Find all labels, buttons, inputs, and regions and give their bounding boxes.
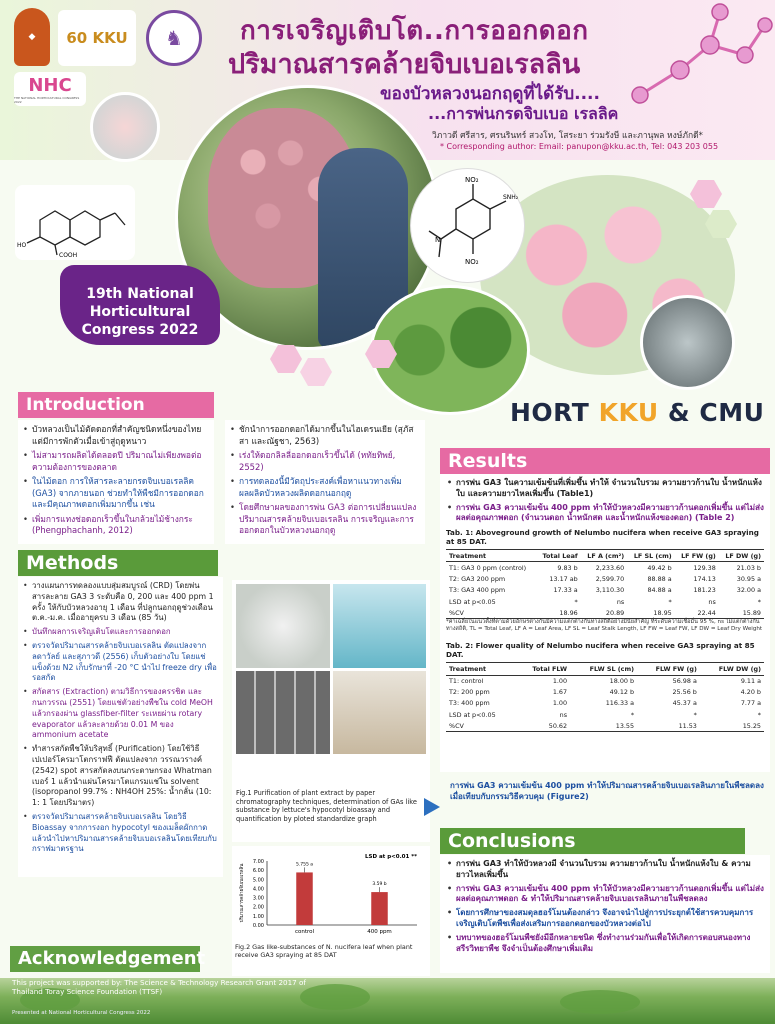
table-2-caption: Tab. 2: Flower quality of Nelumbo nucifera when receive GA3 spraying at 85 DAT.: [446, 641, 755, 660]
methods-item: • บันทึกผลการเจริญเติบโตและการออกดอก: [22, 627, 219, 638]
table-cell: T3: 400 ppm: [449, 699, 490, 708]
conclusion-item: • การพ่น GA3 ทำให้บัวหลวงมี จำนวนใบรวม ความยาวก้านใบ น้ำหนักแห้งใบ & ความยาวไหลเพิ่มขึ้น: [446, 859, 764, 881]
title-line-3: ของบัวหลวงนอกฤดูที่ได้รับ....: [380, 84, 600, 104]
svg-text:NO₂: NO₂: [465, 176, 479, 184]
y-tick-label: 2.00: [252, 904, 264, 911]
methods-heading: Methods: [18, 550, 218, 576]
table-cell: 2,599.70: [595, 575, 625, 584]
intro-item: • ไม่สามารถผลิตได้ตลอดปี ปริมาณไม่เพียงพอต่อความต้องการของตลาด: [22, 450, 210, 473]
table-cell: 11.53: [678, 721, 697, 730]
table-cell: 18.96: [559, 608, 578, 617]
results-item: • การพ่น GA3 ในความเข้มข้นที่เพิ่มขึ้น ทำให้ จำนวนใบรวม ความยาวก้านใบ น้ำหนักแห้งใบ และความยาวไหลเพิ่มขึ้น (Table1): [446, 478, 764, 500]
university-crest-icon: ◆: [14, 8, 50, 66]
results-heading: Results: [440, 448, 770, 474]
y-tick-label: 4.00: [252, 886, 264, 893]
figure-1-panel: [232, 580, 430, 842]
figure-1-images: [236, 584, 426, 754]
table-header: FLW DW (g): [718, 664, 761, 673]
table-cell: T2: GA3 200 ppm: [449, 575, 506, 584]
table-cell: 30.95 a: [736, 575, 761, 584]
table-cell: 13.17 ab: [549, 575, 578, 584]
table-cell: T1: control: [449, 677, 484, 686]
hort-kku-cmu-label: [510, 398, 764, 427]
table-cell: 20.89: [605, 608, 625, 617]
table-cell: 18.95: [653, 608, 672, 617]
table-cell: 17.33 a: [553, 586, 578, 595]
gibberellin-structure-image: [15, 185, 135, 260]
table-cell: 129.38: [693, 563, 716, 572]
svg-text:N: N: [435, 236, 441, 244]
intro-item: • บัวหลวงเป็นไม้ตัดดอกที่สำคัญชนิดหนึ่งของไทย แต่มีการพักตัวเมื่อเข้าสู่ฤดูหนาว: [22, 424, 210, 447]
svg-text:HO: HO: [17, 242, 27, 249]
table-cell: *: [693, 710, 697, 719]
bar: [371, 892, 388, 925]
nhc-logo-text: NHC: [28, 74, 72, 96]
y-tick-label: 6.00: [252, 868, 264, 875]
chromatography-photo: [236, 671, 330, 755]
kku-logo-text: 60 KKU: [66, 29, 128, 47]
hexagon-decoration-icon: [300, 358, 332, 386]
congress-line-3: Congress 2022: [81, 322, 199, 338]
conclusions-heading: Conclusions: [440, 828, 745, 854]
table-cell: 2,233.60: [595, 563, 625, 572]
table-cell: 22.44: [697, 608, 716, 617]
acknowledgement-heading: Acknowledgement: [10, 946, 200, 972]
table-header: LF FW (g): [681, 551, 716, 560]
table-cell: 1.00: [552, 677, 568, 686]
table-cell: 3,110.30: [595, 586, 625, 595]
y-axis-label: ปริมาณสารคล้ายจิบเบอเรลลิน: [240, 863, 245, 923]
introduction-text-left: [18, 420, 214, 544]
table-row: [446, 709, 764, 720]
table-cell: T3: GA3 400 ppm: [449, 586, 506, 595]
table-cell: ns: [616, 597, 625, 606]
table-2-header-row: [446, 663, 764, 675]
table-row: [446, 607, 764, 619]
kku-text: KKU: [598, 398, 659, 427]
footer-note: Presented at National Horticultural Congress 2022: [12, 1010, 151, 1016]
y-tick-label: 0.00: [252, 923, 264, 929]
table-row: [446, 675, 764, 687]
table-header: Total FLW: [532, 664, 568, 673]
introduction-heading: Introduction: [18, 392, 214, 418]
table-cell: ns: [559, 710, 568, 719]
intro-item: • ในไม้ดอก การให้สารละลายกรดจิบเบอเรลลิค (GA3) จากภายนอก ช่วยทำให้พืชมีการออกดอกและมีคุณภาพดอกเพิ่มมากขึ้น เช่น: [22, 476, 210, 511]
figure-2-chart: [235, 849, 427, 939]
table-2: [446, 662, 764, 732]
table-cell: LSD at p<0.05: [449, 710, 496, 719]
methods-item: • ทำสารสกัดพืชให้บริสุทธิ์ (Purification) โดยใช้วิธี เปเปอร์โครมาโตกราฟฟี ตัดแปลงจาก วรรณวรางค์ (2542) spot สารสกัดลงบนกระดาษกรอง Whatman เบอร์ 1 แล้วนำแผ่นโครมาโตแกรมแช่ใน solvent (isopropanol 99.7% : NH4OH 25%: น้ำกลั่น (10: 1: 1 โดยปริมาตร): [22, 744, 219, 809]
table-cell: 88.88 a: [647, 575, 672, 584]
table-cell: 49.42 b: [647, 563, 672, 572]
table-cell: %CV: [449, 608, 464, 617]
y-tick-label: 1.00: [252, 913, 264, 920]
table-cell: 1.00: [552, 699, 568, 708]
figure-2-caption: Fig.2 Gas like-substances of N. nucifera leaf when plant receive GA3 spraying at 85 DAT: [235, 943, 413, 959]
congress-badge: [60, 265, 220, 345]
table-header: LF SL (cm): [633, 551, 672, 560]
figure-1-caption: Fig.1 Purification of plant extract by paper chromatography techniques, determination of GAs like substance by lettuce's hypocotyl bioassay and quantification by ploted standardize graph: [236, 789, 417, 823]
x-tick-label: 400 ppm: [367, 929, 392, 935]
corresponding-author: * Corresponding author: Email: panupon@kku.ac.th, Tel: 043 203 055: [440, 142, 719, 151]
arrow-right-icon: [424, 798, 440, 816]
table-cell: 1.67: [552, 688, 568, 697]
nhc-logo-subtext: THE NATIONAL HORTICULTURAL CONGRESS 2022: [14, 95, 80, 104]
y-tick-label: 7.00: [252, 859, 264, 865]
table-header: Total Leaf: [542, 551, 578, 560]
table-row: [446, 687, 764, 698]
results-panel: [440, 474, 770, 772]
table-cell: %CV: [449, 721, 464, 730]
conclusions-text: [440, 855, 770, 973]
cmu-elephant-logo-icon: ♞: [146, 10, 202, 66]
table-cell: T1: GA3 0 ppm (control): [449, 563, 527, 572]
svg-text:SNH₂: SNH₂: [503, 194, 519, 201]
table-1-note: *ค่าเฉลี่ยในแนวตั้งที่ตามด้วยอักษรต่างกันมีความแตกต่างกันทางสถิติอย่างมีนัยสำคัญ ที่ระดับความเชื่อมั่น 95 %, ns ไม่แตกต่างกันทางสถิติ, TL = Total Leaf, LF A = Leaf Area, LF SL = Leaf Stalk Length, LF FW = Leaf FW, LF DW = Leaf Dry Weight: [446, 619, 763, 633]
methods-text: [18, 577, 223, 877]
table-cell: 50.62: [548, 721, 568, 730]
intro-item: • เร่งให้ดอกลิลลี่ออกดอกเร็วขึ้นได้ (หทัยทิพย์, 2552): [229, 450, 421, 473]
methods-item: • วางแผนการทดลองแบบสุ่มสมบูรณ์ (CRD) โดยพ่นสารละลาย GA3 3 ระดับคือ 0, 200 และ 400 ppm 1 ครั้ง ให้กับบัวหลวงอายุ 1 เดือน ที่ปลูกนอกฤดูช่วงเดือน ต.ค.-ม.ค. เมื่ออายุครบ 3 เดือน (85 วัน): [22, 581, 219, 624]
petri-dish-photo: [236, 584, 330, 668]
table-cell: 21.03 b: [736, 563, 761, 572]
conclusion-item: • บทบาทของฮอร์โมนพืชยังมีอีกหลายชนิด ซึ่งทำงานร่วมกันเพื่อให้เกิดการตอบสนองทางสรีรวิทยาพืช จึงจำเป็นต้องศึกษาเพิ่มเติม: [446, 933, 764, 955]
table-row: [446, 574, 764, 585]
methods-item: • ตรวจวัดปริมาณสารคล้ายจิบเบอเรลลิน โดยวิธี Bioassay จากการงอก hypocotyl ของเมล็ดผักกาด แล้วนำไปหาปริมาณสารคล้ายจิบเบอเรลลินโดยเทียบกับกราฟมาตรฐาน: [22, 812, 219, 855]
introduction-text-right: [225, 420, 425, 544]
title-line-1: การเจริญเติบโต..การออกดอก: [240, 16, 589, 46]
table-cell: 25.56 b: [672, 688, 697, 697]
methods-item: • ตรวจวัดปริมาณสารคล้ายจิบเบอเรลลิน ตัดแปลงจาก ลดาวัลย์ และสุภาวดี (2556) เก็บตัวอย่างใบ โดยแช่แข็งด้วย N2 เก็บรักษาที่ -20 °C นำไป freeze dry เพื่อรอสกัด: [22, 641, 219, 684]
table-cell: *: [574, 597, 578, 606]
table-header: LF A (cm²): [587, 551, 625, 560]
data-label: 3.59 b: [372, 882, 387, 888]
table-cell: 15.89: [742, 608, 761, 617]
table-cell: 15.25: [742, 721, 761, 730]
table-cell: 116.33 a: [605, 699, 635, 708]
table-cell: 174.13: [693, 575, 716, 584]
table-cell: *: [757, 597, 761, 606]
y-tick-label: 3.00: [252, 895, 264, 902]
table-header: FLW FW (g): [655, 664, 697, 673]
table-row: [446, 698, 764, 709]
lab-vials-photo: [640, 295, 735, 390]
table-1: [446, 549, 764, 619]
title-line-2: ปริมาณสารคล้ายจิบเบอเรลลิน: [228, 49, 581, 80]
table-cell: 84.88 a: [647, 586, 672, 595]
results-item: • การพ่น GA3 ความเข้มข้น 400 ppm ทำให้บัวหลวงมีความยาวก้านดอกเพิ่มขึ้น แต่ไม่ส่งผลต่อคุณภาพดอก (จำนวนดอก น้ำหนักสด และน้ำหนักแห้งของดอก) (Table 2): [446, 503, 764, 525]
table-header: FLW SL (cm): [589, 664, 635, 673]
bar: [296, 872, 313, 925]
table-cell: 181.23: [693, 586, 716, 595]
conclusion-item: • โดยการศึกษาของสมดุลฮอร์โมนต้องกล่าว จึงอาจนำไปสู่การประยุกต์ใช้สารควบคุมการเจริญเติบโตพืชเพื่อส่งเสริมการออกดอกของบัวหลวงต่อไป: [446, 908, 764, 930]
conclusion-item: • การพ่น GA3 ความเข้มข้น 400 ppm ทำให้บัวหลวงมีความยาวก้านดอกเพิ่มขึ้น แต่ไม่ส่งผลต่อคุณภาพดอก & ทำให้ปริมาณสารคล้ายจิบเบอเรลลินภายในพืชลดลง: [446, 884, 764, 906]
data-label: 5.755 a: [295, 862, 314, 868]
table-cell: LSD at p<0.05: [449, 597, 496, 606]
results-text: [446, 478, 764, 524]
results-summary: การพ่น GA3 ความเข้มข้น 400 ppm ทำให้ปริมาณสารคล้ายจิบเบอเรลลินภายในพืชลดลง เมื่อเทียบกับกรรมวิธีควบคุม (Figure2): [450, 781, 764, 801]
nhc-logo: [14, 72, 86, 106]
table-row: [446, 562, 764, 574]
intro-item: • ชักนำการออกดอกได้มากขึ้นในไฮเดรนเยีย (สุภัสสา และณัฐชา, 2563): [229, 424, 421, 447]
chart-annotation: LSD at p<0.01 **: [365, 854, 417, 860]
kku-60-logo: [58, 10, 136, 66]
table-cell: 7.77 a: [740, 699, 761, 708]
molecule-decoration-icon: [620, 0, 775, 110]
table-row: [446, 720, 764, 732]
table-cell: *: [757, 710, 761, 719]
svg-text:NO₂: NO₂: [465, 258, 479, 266]
table-cell: 18.00 b: [609, 677, 635, 686]
table-cell: *: [630, 710, 635, 719]
hort-text: HORT: [510, 398, 590, 427]
table-row: [446, 596, 764, 607]
table-cell: 49.12 b: [609, 688, 635, 697]
congress-line-2: Horticultural: [89, 304, 191, 320]
title-line-4: ...การพ่นกรดจิบเบอ เรลลิค: [428, 104, 619, 123]
congress-line-1: 19th National: [86, 286, 194, 302]
intro-item: • เพิ่มการแทงช่อดอกเร็วขึ้นในกล้วยไม้ช้างกระ (Phengphachanh, 2012): [22, 514, 210, 537]
table-cell: 9.83 b: [557, 563, 578, 572]
figure-2-panel: [232, 846, 430, 976]
x-tick-label: control: [294, 929, 315, 935]
table-cell: 13.55: [615, 721, 635, 730]
table-cell: 4.20 b: [740, 688, 761, 697]
author-list: วิภาวดี ศรีสาร, ศรนรินทร์ สวงโท, โสระยา ร่วมรังษี และภานุพล หงษ์ภักดี*: [432, 131, 703, 141]
table-cell: 45.37 a: [672, 699, 697, 708]
extract-glass-photo: [90, 92, 160, 162]
table-header: LF DW (g): [725, 551, 761, 560]
table-cell: T2: 200 ppm: [449, 688, 490, 697]
acknowledgement-text: This project was supported by: The Science & Technology Research Grant 2017 of Thailand Toray Science Foundation (TTSF): [12, 978, 306, 996]
cmu-text: & CMU: [667, 398, 765, 427]
table-cell: 9.11 a: [740, 677, 761, 686]
test-tubes-photo: [333, 584, 427, 668]
y-tick-label: 5.00: [252, 877, 264, 884]
table-header: Treatment: [449, 664, 487, 673]
table-header: Treatment: [449, 551, 487, 560]
table-row: [446, 585, 764, 596]
table-1-header-row: [446, 550, 764, 562]
table-cell: *: [668, 597, 672, 606]
table-cell: 56.98 a: [672, 677, 697, 686]
methods-item: • สกัดสาร (Extraction) ตามวิธีการของครรชิต และ กนกวรรณ (2551) โดยแช่ตัวอย่างพืชใน cold MeOH แล้วกรองผ่าน glassfiber-filter ระเหยผ่าน rotary evaporator แล้วละลายด้วย 0.01 M ของ ammonium acetate: [22, 687, 219, 741]
intro-item: • โดยศึกษาผลของการพ่น GA3 ต่อการเปลี่ยนแปลงปริมาณสารคล้ายจิบเบอเรลลิน การเจริญและการออกดอกในบัวหลวงนอกฤดู: [229, 502, 421, 537]
table-cell: 32.00 a: [736, 586, 761, 595]
table-1-caption: Tab. 1: Aboveground growth of Nelumbo nucifera when receive GA3 spraying at 85 DAT.: [446, 528, 759, 547]
filter-paper-photo: [333, 671, 427, 755]
table-cell: ns: [708, 597, 716, 606]
intro-item: • การทดลองนี้มีวัตถุประสงค์เพื่อหาแนวทางเพิ่มผลผลิตบัวหลวงผลิตดอกนอกฤดู: [229, 476, 421, 499]
svg-text:COOH: COOH: [59, 252, 78, 259]
oryzalin-structure-image: [410, 168, 525, 283]
